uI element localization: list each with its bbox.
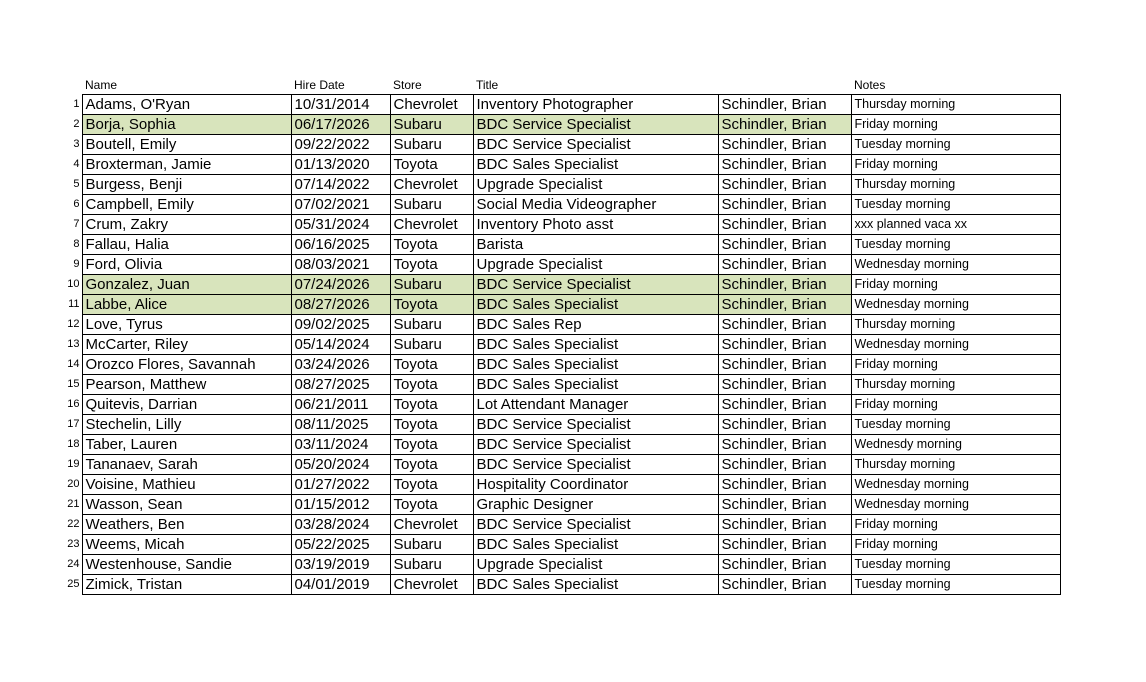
store-cell[interactable]: Subaru (390, 335, 473, 355)
hire-date-cell[interactable]: 03/11/2024 (291, 435, 390, 455)
manager-cell[interactable]: Schindler, Brian (718, 215, 851, 235)
notes-cell[interactable]: Friday morning (851, 395, 1060, 415)
row-number-cell: 16 (67, 398, 80, 410)
title-cell[interactable]: BDC Sales Specialist (473, 335, 718, 355)
name-cell[interactable]: Burgess, Benji (82, 175, 291, 195)
manager-cell[interactable]: Schindler, Brian (718, 155, 851, 175)
store-cell[interactable]: Toyota (390, 355, 473, 375)
name-cell[interactable]: Zimick, Tristan (82, 575, 291, 595)
manager-cell[interactable]: Schindler, Brian (718, 235, 851, 255)
employee-schedule-table (62, 76, 1061, 595)
store-cell[interactable]: Toyota (390, 395, 473, 415)
table-row (62, 215, 1060, 235)
name-cell[interactable]: Fallau, Halia (82, 235, 291, 255)
name-cell[interactable]: Boutell, Emily (82, 135, 291, 155)
table-row (62, 195, 1060, 215)
row-number-cell: 12 (67, 318, 80, 330)
table-row (62, 535, 1060, 555)
name-cell[interactable]: Pearson, Matthew (82, 375, 291, 395)
title-cell[interactable]: BDC Sales Specialist (473, 155, 718, 175)
table-row (62, 175, 1060, 195)
store-cell[interactable]: Toyota (390, 235, 473, 255)
row-number-cell: 5 (73, 178, 80, 190)
manager-cell[interactable]: Schindler, Brian (718, 575, 851, 595)
name-cell[interactable]: Weathers, Ben (82, 515, 291, 535)
hire-date-header[interactable]: Hire Date (294, 78, 345, 92)
row-number-header (62, 76, 82, 95)
title-cell[interactable]: BDC Service Specialist (473, 455, 718, 475)
store-cell[interactable]: Toyota (390, 155, 473, 175)
title-cell[interactable]: Inventory Photographer (473, 95, 718, 115)
title-cell[interactable]: Inventory Photo asst (473, 215, 718, 235)
row-number-cell: 4 (73, 158, 80, 170)
notes-cell[interactable]: Tuesday morning (851, 235, 1060, 255)
manager-cell[interactable]: Schindler, Brian (718, 95, 851, 115)
name-cell[interactable]: Broxterman, Jamie (82, 155, 291, 175)
hire-date-cell[interactable]: 06/21/2011 (291, 395, 390, 415)
hire-date-cell[interactable]: 09/02/2025 (291, 315, 390, 335)
hire-date-cell[interactable]: 03/19/2019 (291, 555, 390, 575)
name-cell[interactable]: McCarter, Riley (82, 335, 291, 355)
notes-cell[interactable]: Wednesday morning (851, 335, 1060, 355)
hire-date-cell[interactable]: 09/22/2022 (291, 135, 390, 155)
table-body (62, 95, 1060, 595)
notes-cell[interactable]: Tuesday morning (851, 555, 1060, 575)
row-number-cell: 9 (73, 258, 80, 270)
store-cell[interactable]: Toyota (390, 475, 473, 495)
notes-cell[interactable]: Wednesday morning (851, 495, 1060, 515)
manager-cell[interactable]: Schindler, Brian (718, 555, 851, 575)
name-cell[interactable]: Voisine, Mathieu (82, 475, 291, 495)
store-cell[interactable]: Subaru (390, 555, 473, 575)
name-cell[interactable]: Tananaev, Sarah (82, 455, 291, 475)
hire-date-cell[interactable]: 08/27/2026 (291, 295, 390, 315)
table-row (62, 495, 1060, 515)
title-cell[interactable]: BDC Sales Specialist (473, 575, 718, 595)
row-number-cell: 15 (67, 378, 80, 390)
row-number-cell: 2 (73, 118, 80, 130)
hire-date-cell[interactable]: 05/22/2025 (291, 535, 390, 555)
table-row (62, 155, 1060, 175)
title-header[interactable]: Title (476, 78, 499, 92)
name-cell[interactable]: Love, Tyrus (82, 315, 291, 335)
title-cell[interactable]: Lot Attendant Manager (473, 395, 718, 415)
hire-date-cell[interactable]: 06/16/2025 (291, 235, 390, 255)
store-cell[interactable]: Toyota (390, 435, 473, 455)
title-cell[interactable]: Graphic Designer (473, 495, 718, 515)
hire-date-cell[interactable]: 03/28/2024 (291, 515, 390, 535)
table-row (62, 135, 1060, 155)
notes-cell[interactable]: Tuesday morning (851, 415, 1060, 435)
notes-cell[interactable]: Friday morning (851, 115, 1060, 135)
hire-date-cell[interactable]: 08/27/2025 (291, 375, 390, 395)
hire-date-cell[interactable]: 05/20/2024 (291, 455, 390, 475)
notes-cell[interactable]: Wednesday morning (851, 475, 1060, 495)
notes-cell[interactable]: Friday morning (851, 515, 1060, 535)
table-row (62, 555, 1060, 575)
table-row (62, 275, 1060, 295)
manager-cell[interactable]: Schindler, Brian (718, 355, 851, 375)
store-cell[interactable]: Toyota (390, 255, 473, 275)
name-cell[interactable]: Gonzalez, Juan (82, 275, 291, 295)
row-number-cell: 23 (67, 538, 80, 550)
store-cell[interactable]: Toyota (390, 495, 473, 515)
table-row (62, 515, 1060, 535)
table-row (62, 235, 1060, 255)
notes-cell[interactable]: Tuesday morning (851, 195, 1060, 215)
table-row (62, 375, 1060, 395)
hire-date-cell[interactable]: 03/24/2026 (291, 355, 390, 375)
header-row (62, 76, 1060, 95)
name-cell[interactable]: Borja, Sophia (82, 115, 291, 135)
name-cell[interactable]: Ford, Olivia (82, 255, 291, 275)
title-cell[interactable]: Social Media Videographer (473, 195, 718, 215)
row-number-cell: 6 (73, 198, 80, 210)
table-row (62, 295, 1060, 315)
notes-cell[interactable]: Friday morning (851, 275, 1060, 295)
row-number-cell: 20 (67, 478, 80, 490)
manager-cell[interactable]: Schindler, Brian (718, 395, 851, 415)
store-cell[interactable]: Subaru (390, 275, 473, 295)
manager-cell[interactable]: Schindler, Brian (718, 475, 851, 495)
notes-cell[interactable]: Thursday morning (851, 315, 1060, 335)
row-number-cell: 7 (73, 218, 80, 230)
title-cell[interactable]: BDC Service Specialist (473, 115, 718, 135)
name-cell[interactable]: Adams, O'Ryan (82, 95, 291, 115)
hire-date-cell[interactable]: 10/31/2014 (291, 95, 390, 115)
store-cell[interactable]: Toyota (390, 415, 473, 435)
row-number-cell: 10 (67, 278, 80, 290)
manager-cell[interactable]: Schindler, Brian (718, 295, 851, 315)
store-cell[interactable]: Toyota (390, 375, 473, 395)
row-number-cell: 8 (73, 238, 80, 250)
row-number-cell: 22 (67, 518, 80, 530)
row-number-cell: 24 (67, 558, 80, 570)
title-cell[interactable]: BDC Service Specialist (473, 275, 718, 295)
table-row (62, 95, 1060, 115)
table-row (62, 355, 1060, 375)
row-number-cell: 11 (68, 298, 80, 310)
hire-date-cell[interactable]: 04/01/2019 (291, 575, 390, 595)
row-number-cell: 3 (73, 138, 80, 150)
table-row (62, 315, 1060, 335)
table-row (62, 415, 1060, 435)
hire-date-cell[interactable]: 05/31/2024 (291, 215, 390, 235)
manager-cell[interactable]: Schindler, Brian (718, 535, 851, 555)
title-cell[interactable]: BDC Sales Rep (473, 315, 718, 335)
notes-cell[interactable]: Tuesday morning (851, 135, 1060, 155)
table-row (62, 475, 1060, 495)
manager-cell[interactable]: Schindler, Brian (718, 375, 851, 395)
name-cell[interactable]: Labbe, Alice (82, 295, 291, 315)
title-cell[interactable]: Upgrade Specialist (473, 555, 718, 575)
notes-cell[interactable]: Wednesday morning (851, 295, 1060, 315)
title-cell[interactable]: BDC Sales Specialist (473, 535, 718, 555)
row-number-cell: 13 (67, 338, 80, 350)
manager-cell[interactable]: Schindler, Brian (718, 255, 851, 275)
manager-cell[interactable]: Schindler, Brian (718, 435, 851, 455)
row-number-cell: 1 (73, 98, 80, 110)
table-row (62, 435, 1060, 455)
manager-cell[interactable]: Schindler, Brian (718, 315, 851, 335)
notes-cell[interactable]: Tuesday morning (851, 575, 1060, 595)
hire-date-cell[interactable]: 07/02/2021 (291, 195, 390, 215)
row-number-cell: 25 (67, 578, 80, 590)
notes-cell[interactable]: xxx planned vaca xx (851, 215, 1060, 235)
name-cell[interactable]: Stechelin, Lilly (82, 415, 291, 435)
notes-cell[interactable]: Friday morning (851, 155, 1060, 175)
table-row (62, 395, 1060, 415)
store-cell[interactable]: Subaru (390, 135, 473, 155)
hire-date-cell[interactable]: 08/11/2025 (291, 415, 390, 435)
title-cell[interactable]: Upgrade Specialist (473, 255, 718, 275)
store-cell[interactable]: Chevrolet (390, 215, 473, 235)
table-row (62, 255, 1060, 275)
store-cell[interactable]: Chevrolet (390, 95, 473, 115)
hire-date-cell[interactable]: 01/13/2020 (291, 155, 390, 175)
hire-date-cell[interactable]: 08/03/2021 (291, 255, 390, 275)
store-header[interactable]: Store (393, 78, 422, 92)
hire-date-cell[interactable]: 01/15/2012 (291, 495, 390, 515)
manager-cell[interactable]: Schindler, Brian (718, 195, 851, 215)
store-cell[interactable]: Subaru (390, 195, 473, 215)
store-cell[interactable]: Toyota (390, 295, 473, 315)
name-cell[interactable]: Westenhouse, Sandie (82, 555, 291, 575)
title-cell[interactable]: Barista (473, 235, 718, 255)
hire-date-cell[interactable]: 05/14/2024 (291, 335, 390, 355)
manager-cell[interactable]: Schindler, Brian (718, 415, 851, 435)
manager-cell[interactable]: Schindler, Brian (718, 335, 851, 355)
name-cell[interactable]: Weems, Micah (82, 535, 291, 555)
hire-date-cell[interactable]: 01/27/2022 (291, 475, 390, 495)
store-cell[interactable]: Chevrolet (390, 575, 473, 595)
manager-cell[interactable]: Schindler, Brian (718, 115, 851, 135)
name-cell[interactable]: Wasson, Sean (82, 495, 291, 515)
notes-cell[interactable]: Thursday morning (851, 95, 1060, 115)
manager-header[interactable] (718, 76, 851, 95)
table-row (62, 115, 1060, 135)
notes-cell[interactable]: Thursday morning (851, 375, 1060, 395)
table-row (62, 455, 1060, 475)
notes-cell[interactable]: Wednesday morning (851, 255, 1060, 275)
name-cell[interactable]: Taber, Lauren (82, 435, 291, 455)
table-row (62, 335, 1060, 355)
notes-cell[interactable]: Friday morning (851, 355, 1060, 375)
notes-header[interactable]: Notes (854, 78, 886, 92)
row-number-cell: 18 (67, 438, 80, 450)
row-number-cell: 19 (67, 458, 80, 470)
title-cell[interactable]: BDC Service Specialist (473, 135, 718, 155)
title-cell[interactable]: BDC Service Specialist (473, 415, 718, 435)
name-cell[interactable]: Quitevis, Darrian (82, 395, 291, 415)
store-cell[interactable]: Chevrolet (390, 515, 473, 535)
hire-date-cell[interactable]: 07/14/2022 (291, 175, 390, 195)
hire-date-cell[interactable]: 07/24/2026 (291, 275, 390, 295)
title-cell[interactable]: Upgrade Specialist (473, 175, 718, 195)
store-cell[interactable]: Toyota (390, 455, 473, 475)
manager-cell[interactable]: Schindler, Brian (718, 495, 851, 515)
table-row (62, 575, 1060, 595)
store-cell[interactable]: Subaru (390, 115, 473, 135)
name-cell[interactable]: Campbell, Emily (82, 195, 291, 215)
row-number-cell: 21 (67, 498, 80, 510)
notes-cell[interactable]: Wednesdy morning (851, 435, 1060, 455)
title-cell[interactable]: BDC Sales Specialist (473, 355, 718, 375)
manager-cell[interactable]: Schindler, Brian (718, 515, 851, 535)
store-cell[interactable]: Subaru (390, 315, 473, 335)
name-cell[interactable]: Orozco Flores, Savannah (82, 355, 291, 375)
manager-cell[interactable]: Schindler, Brian (718, 275, 851, 295)
manager-cell[interactable]: Schindler, Brian (718, 175, 851, 195)
hire-date-cell[interactable]: 06/17/2026 (291, 115, 390, 135)
title-cell[interactable]: Hospitality Coordinator (473, 475, 718, 495)
title-cell[interactable]: BDC Service Specialist (473, 435, 718, 455)
notes-cell[interactable]: Thursday morning (851, 175, 1060, 195)
title-cell[interactable]: BDC Sales Specialist (473, 375, 718, 395)
title-cell[interactable]: BDC Service Specialist (473, 515, 718, 535)
manager-cell[interactable]: Schindler, Brian (718, 135, 851, 155)
name-cell[interactable]: Crum, Zakry (82, 215, 291, 235)
store-cell[interactable]: Subaru (390, 535, 473, 555)
manager-cell[interactable]: Schindler, Brian (718, 455, 851, 475)
name-header[interactable]: Name (85, 78, 118, 92)
row-number-cell: 17 (67, 418, 80, 430)
title-cell[interactable]: BDC Sales Specialist (473, 295, 718, 315)
row-number-cell: 14 (67, 358, 80, 370)
notes-cell[interactable]: Friday morning (851, 535, 1060, 555)
store-cell[interactable]: Chevrolet (390, 175, 473, 195)
notes-cell[interactable]: Thursday morning (851, 455, 1060, 475)
